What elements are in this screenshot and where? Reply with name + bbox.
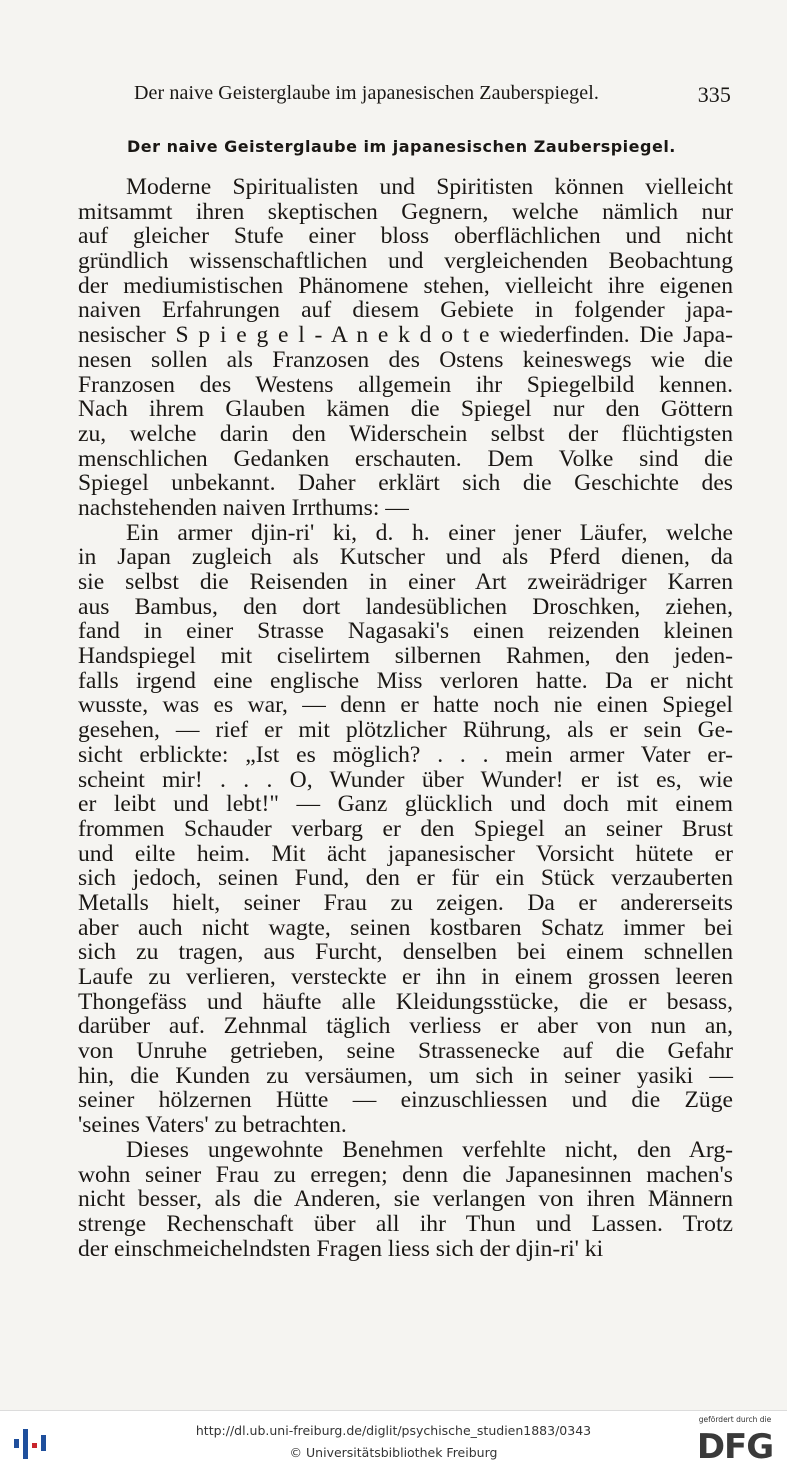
text-line: menschlichen Gedanken erschauten. Dem Volke sind die <box>78 445 733 472</box>
text-line: Handspiegel mit ciselirtem silbernen Rahmen, den jeden- <box>78 643 733 670</box>
page-footer <box>0 1410 787 1466</box>
text-line: Dieses ungewohnte Benehmen verfehlte nicht, den Arg- <box>126 1136 733 1163</box>
text-line: gesehen, — rief er mit plötzlicher Rührung, als er sein Ge- <box>78 717 733 744</box>
page-number: 335 <box>697 82 731 107</box>
text-line: Laufe zu verlieren, versteckte er ihn in einem grossen leeren <box>78 964 733 990</box>
text-line: sicht erblickte: „Ist es möglich? . . . mein armer Vater er- <box>78 741 733 768</box>
text-line: gründlich wissenschaftlichen und vergleichenden Beobachtung <box>78 248 733 275</box>
text-line: sie selbst die Reisenden in einer Art zweirädriger Karren <box>78 569 733 595</box>
text-line: nesen sollen als Franzosen des Ostens keineswegs wie die <box>78 346 733 373</box>
text-line: nachstehenden naiven Irrthums: — <box>78 494 409 521</box>
text-line: 'seines Vaters' zu betrachten. <box>78 1112 347 1139</box>
article-body <box>78 175 733 1261</box>
dfg-funding-badge[interactable] <box>691 1415 779 1463</box>
text-line: sich jedoch, seinen Fund, den er für ein Stück verzauberten <box>78 865 733 892</box>
running-title: Der naive Geisterglaube im japanesischen Zauberspiegel. <box>134 82 599 104</box>
funding-caption: gefördert durch die <box>698 1415 772 1424</box>
text-line: aus Bambus, den dort landesüblichen Droschken, ziehen, <box>78 593 733 620</box>
text-line: nesischer S p i e g e l - A n e k d o t e wiederfinden. Die Japa- <box>78 322 733 349</box>
text-line: scheint mir! . . . O, Wunder über Wunder! er ist es, wie <box>78 766 733 793</box>
paragraph <box>78 1138 733 1261</box>
text-line: strenge Rechenschaft über all ihr Thun und Lassen. Trotz <box>78 1210 733 1237</box>
text-line: wusste, was es war, — denn er hatte noch nie einen Spiegel <box>78 692 733 719</box>
text-line: Thongefäss und häufte alle Kleidungsstücke, die er besass, <box>78 988 733 1015</box>
text-line: fand in einer Strasse Nagasaki's einen reizenden kleinen <box>78 618 733 645</box>
dfg-logo-text: DFG <box>696 1427 774 1463</box>
text-line: Nach ihrem Glauben kämen die Spiegel nur den Göttern <box>78 396 733 423</box>
article-title: Der naive Geisterglaube im japanesischen Zauberspiegel. <box>127 137 676 156</box>
text-line: wohn seiner Frau zu erregen; denn die Japanesinnen machen's <box>78 1161 733 1188</box>
text-line: Spiegel unbekannt. Daher erklärt sich die Geschichte des <box>78 470 733 497</box>
text-line: nicht besser, als die Anderen, sie verlangen von ihren Männern <box>78 1186 733 1213</box>
copyright-notice: © Universitätsbibliothek Freiburg <box>289 1445 498 1460</box>
text-line: der einschmeichelndsten Fragen liess sich der djin-ri' ki <box>78 1235 604 1262</box>
text-line: zu, welche darin den Widerschein selbst der flüchtigsten <box>78 420 733 447</box>
text-line: von Unruhe getrieben, seine Strassenecke auf die Gefahr <box>78 1038 733 1065</box>
text-line: falls irgend eine englische Miss verloren hatte. Da er nicht <box>78 667 733 694</box>
text-line: frommen Schauder verbarg er den Spiegel an seiner Brust <box>78 815 733 842</box>
text-line: auf gleicher Stufe einer bloss oberflächlichen und nicht <box>78 223 733 250</box>
text-line: seiner hölzernen Hütte — einzuschliessen und die Züge <box>78 1087 733 1114</box>
text-line: in Japan zugleich als Kutscher und als Pferd dienen, da <box>78 544 733 571</box>
paragraph <box>78 175 733 521</box>
paragraph <box>78 521 733 1138</box>
text-line: aber auch nicht wagte, seinen kostbaren Schatz immer bei <box>78 914 733 941</box>
text-line: naiven Erfahrungen auf diesem Gebiete in folgender japa- <box>78 297 733 324</box>
text-line: Moderne Spiritualisten und Spiritisten können vielleicht <box>126 174 733 200</box>
text-line: er leibt und lebt!" — Ganz glücklich und doch mit einem <box>78 791 733 818</box>
running-header <box>134 82 731 110</box>
text-line: darüber auf. Zehnmal täglich verliess er aber von nun an, <box>78 1013 733 1040</box>
text-line: der mediumistischen Phänomene stehen, vielleicht ihre eigenen <box>78 272 733 299</box>
document-url[interactable]: http://dl.ub.uni-freiburg.de/diglit/psychische_studien1883/0343 <box>195 1423 592 1438</box>
text-line: hin, die Kunden zu versäumen, um sich in seiner yasiki — <box>78 1062 733 1089</box>
text-line: mitsammt ihren skeptischen Gegnern, welche nämlich nur <box>78 198 733 225</box>
text-line: Metalls hielt, seiner Frau zu zeigen. Da er andererseits <box>78 889 733 916</box>
text-line: Ein armer djin-ri' ki, d. h. einer jener Läufer, welche <box>126 519 733 546</box>
text-line: Franzosen des Westens allgemein ihr Spiegelbild kennen. <box>78 371 733 398</box>
dfg-logo-icon <box>691 1425 779 1463</box>
text-line: und eilte heim. Mit ächt japanesischer Vorsicht hütete er <box>78 840 733 867</box>
text-line: sich zu tragen, aus Furcht, denselben bei einem schnellen <box>78 939 733 966</box>
